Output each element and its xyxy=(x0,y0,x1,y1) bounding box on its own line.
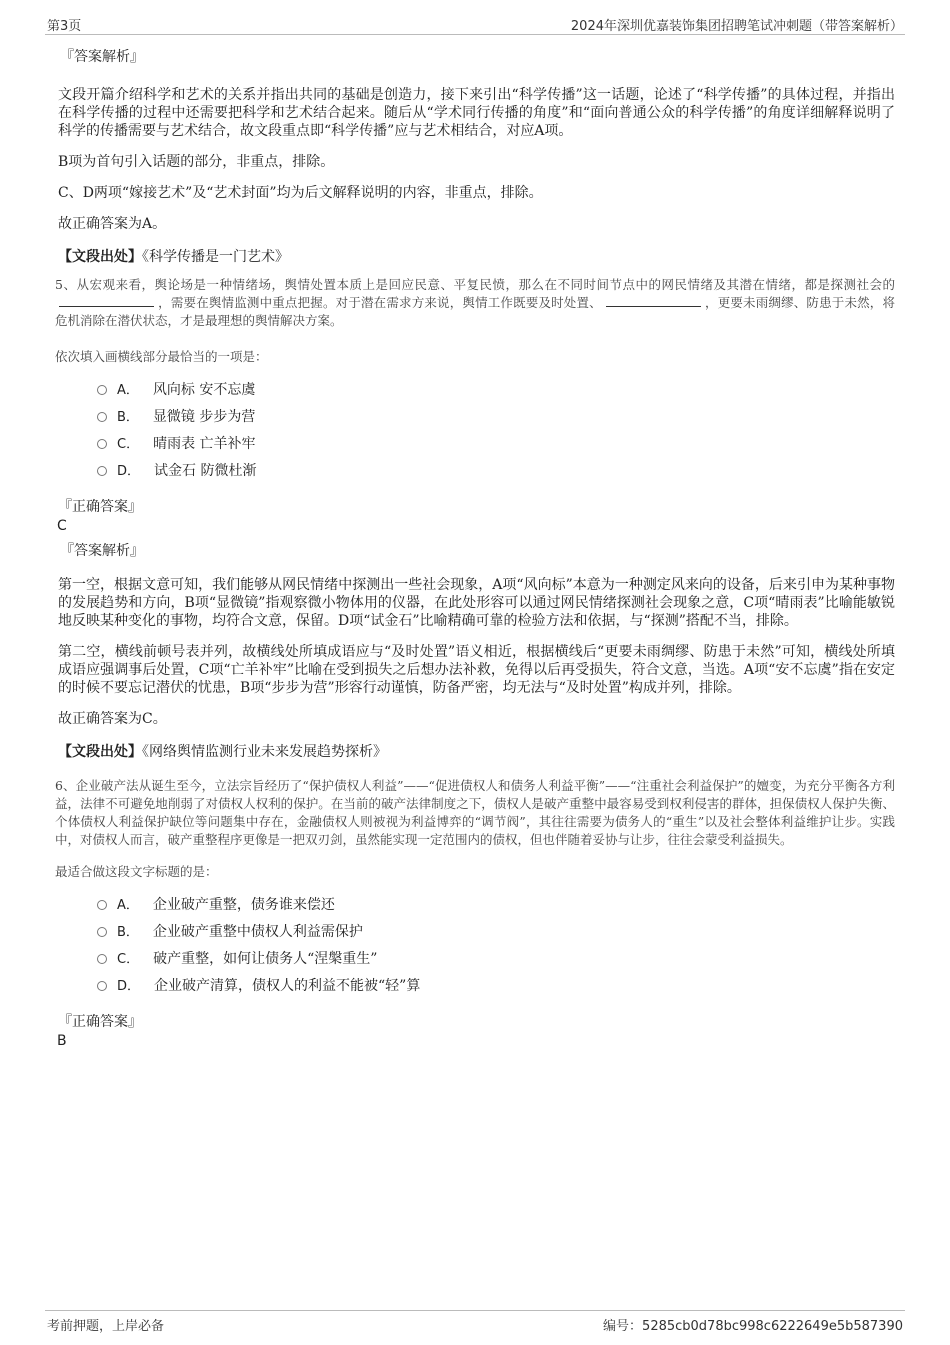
options-list xyxy=(97,895,895,1003)
stem-text: ，更要未雨绸缪、防患于未然，将危机消除在潜伏状态，才是最理想的舆情解决方案。 xyxy=(55,295,895,328)
fill-blank xyxy=(59,294,154,307)
option-text: 试金石 防微杜渐 xyxy=(154,463,257,479)
radio-icon[interactable] xyxy=(97,385,107,395)
question-stem: 6、企业破产法从诞生至今，立法宗旨经历了“保护债权人利益”——“促进债权人和债务人利益平衡”——“注重社会利益保护”的嬗变，为充分平衡各方利益，法律不可避免地削弱了对债权人权利的保护。在当前的破产法律制度之下，债权人是破产重整中最容易受到权利侵害的群体，担保债权人保护失衡、个体债权人利益保护缺位等问题集中存在，金融债权人则被视为利益博弈的“调节阀”，其往往需要为债务人的“重生”以及社会整体利益维护让步。实践中，对债权人而言，破产重整程序更像是一把双刃剑，虽然能实现一定范围内的债权，但也伴随着妥协与让步，往往会蒙受利益损失。 xyxy=(55,778,895,847)
source-title: 《网络舆情监测行业未来发展趋势探析》 xyxy=(142,744,387,760)
option-key: B． xyxy=(117,925,139,940)
question-stem xyxy=(55,276,895,330)
answer-label: 『正确答案』 xyxy=(58,499,142,515)
radio-icon[interactable] xyxy=(97,981,107,991)
answer-label: 『正确答案』 xyxy=(58,1014,142,1030)
source-label: 【文段出处】 xyxy=(58,249,142,265)
analysis-paragraph: B项为首句引入话题的部分，非重点，排除。 xyxy=(58,154,335,170)
option-text: 企业破产重整，债务谁来偿还 xyxy=(152,897,335,913)
analysis-paragraph: 第一空，根据文意可知，我们能够从网民情绪中探测出一些社会现象，A项“风向标”本意为一种测定风来向的设备，后来引申为某种事物的发展趋势和方向，B项“显微镜”指观察微小物体用的仪器，在此处形容可以通过网民情绪探测社会现象之意，C项“晴雨表”比喻能敏锐地反映某种变化的事物，均符合文意，保留。D项“试金石”比喻精确可靠的检验方法和依据，与“探测”搭配不当，排除。 xyxy=(58,577,895,629)
option-text: 风向标 安不忘虞 xyxy=(152,382,256,398)
option-c[interactable] xyxy=(97,949,895,976)
options-list xyxy=(97,380,895,488)
option-text: 破产重整，如何让债务人“涅槃重生” xyxy=(153,951,378,967)
radio-icon[interactable] xyxy=(97,927,107,937)
option-b[interactable] xyxy=(97,407,895,434)
document-body xyxy=(55,46,895,1055)
footer-slogan: 考前押题，上岸必备 xyxy=(47,1319,165,1334)
radio-icon[interactable] xyxy=(97,900,107,910)
option-text: 晴雨表 亡羊补牢 xyxy=(153,436,256,452)
document-title: 2024年深圳优嘉装饰集团招聘笔试冲刺题（带答案解析） xyxy=(570,19,903,34)
page-header xyxy=(45,12,905,35)
source-title: 《科学传播是一门艺术》 xyxy=(142,249,289,265)
option-d[interactable] xyxy=(97,461,895,488)
source-line xyxy=(58,741,895,761)
option-key: C． xyxy=(117,952,140,967)
option-a[interactable] xyxy=(97,895,895,922)
radio-icon[interactable] xyxy=(97,412,107,422)
radio-icon[interactable] xyxy=(97,439,107,449)
analysis-paragraph: 故正确答案为A。 xyxy=(58,216,167,232)
option-key: B． xyxy=(117,410,139,425)
page-number: 第3页 xyxy=(47,19,82,34)
source-label: 【文段出处】 xyxy=(58,744,142,760)
source-line xyxy=(58,246,895,266)
document-id: 编号：5285cb0d78bc998c6222649e5b587390 xyxy=(603,1319,903,1334)
analysis-paragraph: 第二空，横线前顿号表并列，故横线处所填成语应与“及时处置”语义相近，根据横线后“更要未雨绸缪、防患于未然”可知，横线处所填成语应强调事后处置，C项“亡羊补牢”比喻在受到损失之后想办法补救，免得以后再受损失，符合文意，当选。A项“安不忘虞”指在安定的时候不要忘记潜伏的忧患，B项“步步为营”形容行动谨慎，防备严密，均无法与“及时处置”构成并列，排除。 xyxy=(58,644,895,696)
option-key: C． xyxy=(117,437,140,452)
option-key: D． xyxy=(117,464,141,479)
analysis-paragraph: 故正确答案为C。 xyxy=(58,711,167,727)
option-text: 企业破产清算，债权人的利益不能被“轻”算 xyxy=(154,978,421,994)
question-prompt: 最适合做这段文字标题的是： xyxy=(55,864,218,879)
analysis-label: 『答案解析』 xyxy=(60,49,144,65)
option-a[interactable] xyxy=(97,380,895,407)
question-prompt: 依次填入画横线部分最恰当的一项是： xyxy=(55,349,268,364)
analysis-paragraph: 文段开篇介绍科学和艺术的关系并指出共同的基础是创造力，接下来引出“科学传播”这一话题，论述了“科学传播”的具体过程，并指出在科学传播的过程中还需要把科学和艺术结合起来。随后从“学术同行传播的角度”和“面向普通公众的科学传播”的角度详细解释说明了科学的传播需要与艺术结合，故文段重点即“科学传播”应与艺术相结合，对应A项。 xyxy=(58,87,895,139)
fill-blank xyxy=(606,294,701,307)
radio-icon[interactable] xyxy=(97,466,107,476)
stem-text: ，需要在舆情监测中重点把握。对于潜在需求方来说，舆情工作既要及时处置、 xyxy=(158,295,602,310)
option-text: 企业破产重整中债权人利益需保护 xyxy=(152,924,363,940)
stem-text: 5、从宏观来看，舆论场是一种情绪场，舆情处置本质上是回应民意、平复民愤，那么在不同时间节点中的网民情绪及其潜在情绪，都是探测社会的 xyxy=(55,277,895,292)
option-key: A． xyxy=(117,383,139,398)
option-d[interactable] xyxy=(97,976,895,1003)
radio-icon[interactable] xyxy=(97,954,107,964)
option-b[interactable] xyxy=(97,922,895,949)
option-text: 显微镜 步步为营 xyxy=(152,409,256,425)
option-c[interactable] xyxy=(97,434,895,461)
answer-value: C xyxy=(57,518,67,534)
analysis-paragraph: C、D两项“嫁接艺术”及“艺术封面”均为后文解释说明的内容，非重点，排除。 xyxy=(58,185,543,201)
option-key: A． xyxy=(117,898,139,913)
answer-value: B xyxy=(57,1033,67,1049)
page-footer xyxy=(45,1310,905,1335)
analysis-label: 『答案解析』 xyxy=(60,543,144,559)
option-key: D． xyxy=(117,979,141,994)
